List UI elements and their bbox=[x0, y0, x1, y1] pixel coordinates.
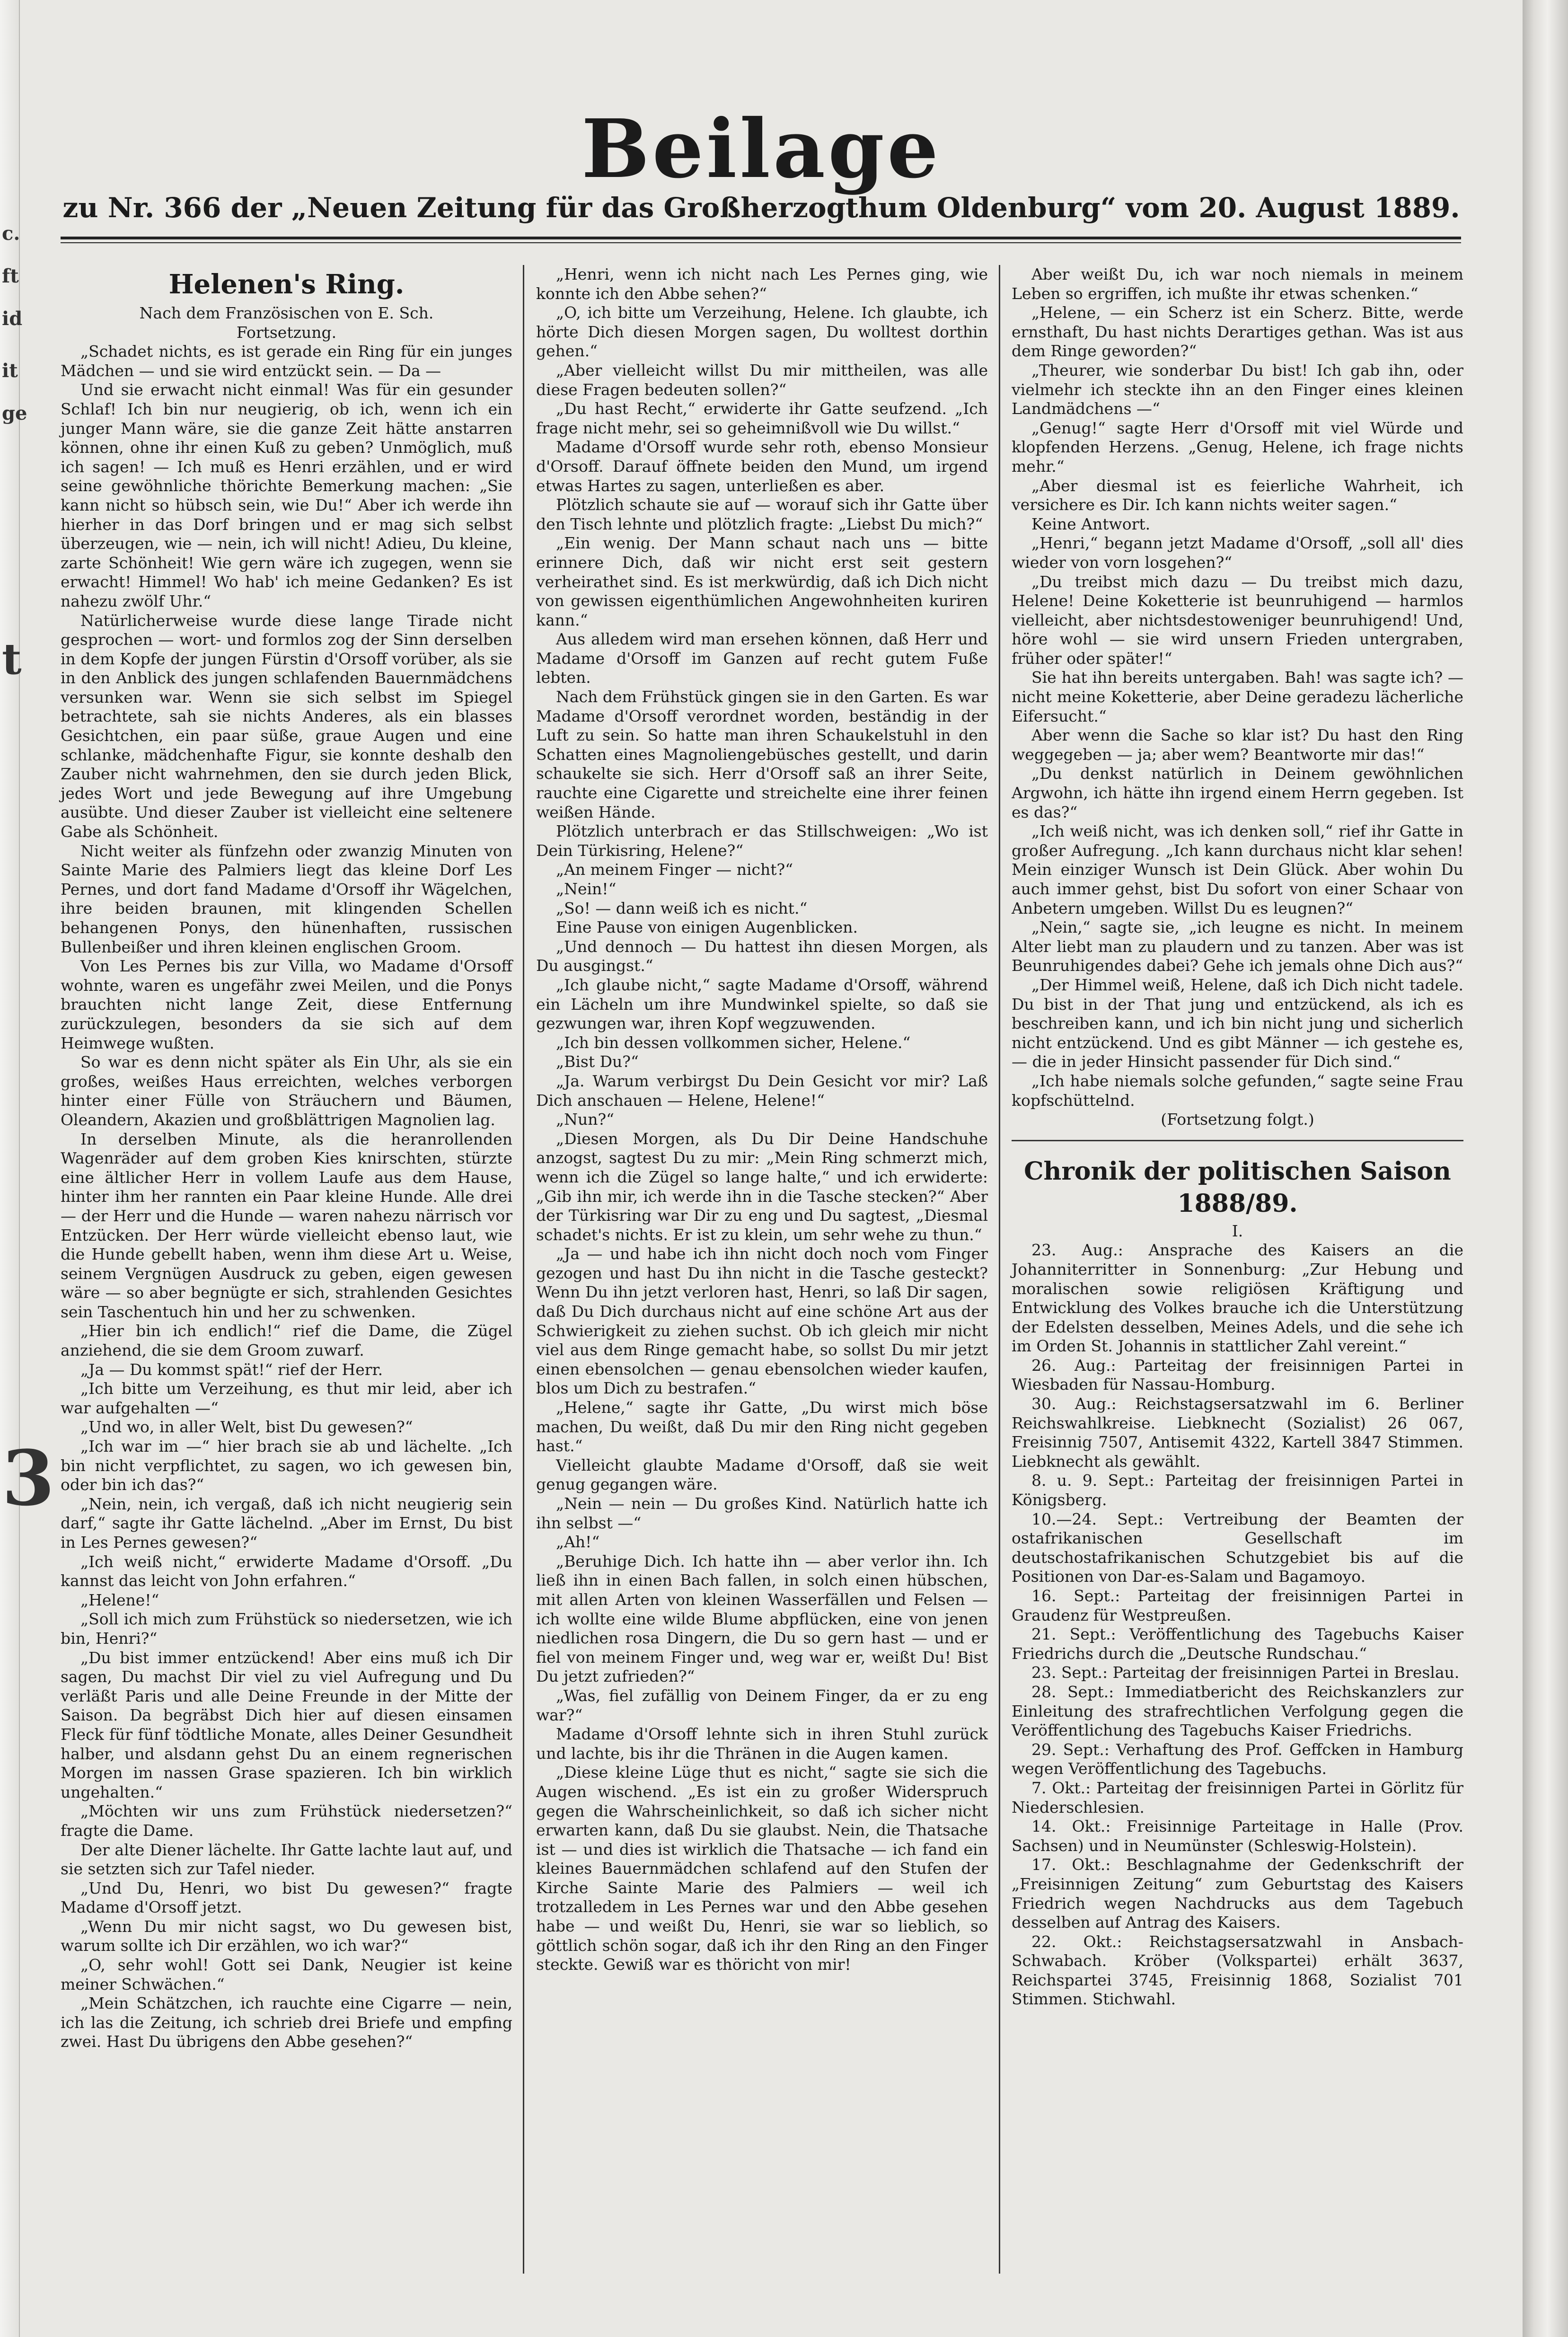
story-paragraph: „Du hast Recht,“ erwiderte ihr Gatte seufzend. „Ich frage nicht mehr, sei so geheimnißvoll wie Du willst.“ bbox=[536, 399, 988, 437]
chronicle-entry: 17. Okt.: Beschlagnahme der Gedenkschrift der „Freisinnigen Zeitung“ zum Geburtstag des Kaisers Friedrich wegen Nachdrucks aus dem Tagebuch desselben auf Antrag des Kaisers. bbox=[1012, 1855, 1463, 1932]
story-paragraph: „Ein wenig. Der Mann schaut nach uns — bitte erinnere Dich, daß wir nicht erst seit gestern verheirathet sind. Es ist merkwürdig, daß ich Dich nicht von gewissen eigenthümlichen Angewohnheiten kuriren kann.“ bbox=[536, 534, 988, 629]
story-paragraphs-col1 bbox=[61, 342, 512, 2052]
story-paragraph: Plötzlich schaute sie auf — worauf sich ihr Gatte über den Tisch lehnte und plötzlich fragte: „Liebst Du mich?“ bbox=[536, 495, 988, 533]
story-paragraph: „Ja — und habe ich ihn nicht doch noch vom Finger gezogen und hast Du ihn nicht in die Tasche gesteckt? Wenn Du ihn jetzt verloren hast, Henri, so laß Dir sagen, daß Du Dich durchaus nicht auf eine schöne Art aus der Schwierigkeit zu ziehen suchst. Ob ich gleich mir nicht viel aus dem Ringe gemacht habe, so sollst Du mir jetzt einen ebensolchen — genau ebensolchen wieder kaufen, blos um Dich zu bestrafen.“ bbox=[536, 1244, 988, 1398]
story-paragraph: „Henri,“ begann jetzt Madame d'Orsoff, „soll all' dies wieder von vorn losgehen?“ bbox=[1012, 534, 1463, 572]
story-paragraph: Aber weißt Du, ich war noch niemals in meinem Leben so ergriffen, ich mußte ihr etwas schenken.“ bbox=[1012, 265, 1463, 303]
to-be-continued: (Fortsetzung folgt.) bbox=[1161, 1110, 1314, 1129]
story-paragraph: „Und wo, in aller Welt, bist Du gewesen?“ bbox=[80, 1418, 413, 1437]
story-paragraph: „Soll ich mich zum Frühstück so niedersetzen, wie ich bin, Henri?“ bbox=[61, 1610, 512, 1648]
chronicle-entry: 29. Sept.: Verhaftung des Prof. Geffcken in Hamburg wegen Veröffentlichung des Tagebuchs. bbox=[1012, 1740, 1463, 1778]
chronicle-entry: 10.—24. Sept.: Vertreibung der Beamten der ostafrikanischen Gesellschaft im deutschostafrikanischen Schutzgebiet bis auf die Positionen von Dar-es-Salam und Bagamoyo. bbox=[1012, 1509, 1463, 1586]
story-paragraph: „Möchten wir uns zum Frühstück niedersetzen?“ fragte die Dame. bbox=[61, 1802, 512, 1840]
story-paragraph: „Du treibst mich dazu — Du treibst mich dazu, Helene! Deine Koketterie ist beunruhigend — harmlos vielleicht, aber nichtsdestoweniger beunruhigend! Und, höre wohl — sie wird unsern Frieden untergraben, früher oder später!“ bbox=[1012, 572, 1463, 668]
chronicle-part: I. bbox=[1232, 1221, 1243, 1240]
story-paragraph: „Aber vielleicht willst Du mir mittheilen, was alle diese Fragen bedeuten sollen?“ bbox=[536, 361, 988, 399]
story-paragraph: Von Les Pernes bis zur Villa, wo Madame d'Orsoff wohnte, waren es ungefähr zwei Meilen, und die Ponys brauchten nicht lange Zeit, diese Entfernung zurückzulegen, besonders da sie sich auf dem Heimwege wußten. bbox=[61, 957, 512, 1052]
story-paragraph: Eine Pause von einigen Augenblicken. bbox=[556, 918, 858, 937]
story-paragraph: „Nun?“ bbox=[556, 1110, 615, 1129]
chronicle-entry: 21. Sept.: Veröffentlichung des Tagebuchs Kaiser Friedrichs durch die „Deutsche Rundschau.“ bbox=[1012, 1625, 1463, 1663]
story-paragraph: „Nein, nein, ich vergaß, daß ich nicht neugierig sein darf,“ sagte ihr Gatte lächelnd. „Aber im Ernst, Du bist in Les Pernes gewesen?“ bbox=[61, 1494, 512, 1552]
header-rule bbox=[61, 237, 1461, 239]
story-paragraph: „Ich habe niemals solche gefunden,“ sagte seine Frau kopfschüttelnd. bbox=[1012, 1071, 1463, 1110]
story-paragraph: „So! — dann weiß ich es nicht.“ bbox=[556, 899, 808, 917]
story-paragraph: „Ich glaube nicht,“ sagte Madame d'Orsoff, während ein Lächeln um ihre Mundwinkel spielte, so daß sie gezwungen war, ihren Kopf wegzuwenden. bbox=[536, 975, 988, 1033]
story-paragraph: „Wenn Du mir nicht sagst, wo Du gewesen bist, warum sollte ich Dir erzählen, wo ich war?“ bbox=[61, 1917, 512, 1955]
edge-fragment: ge bbox=[2, 402, 27, 424]
story-paragraph: „Und dennoch — Du hattest ihn diesen Morgen, als Du ausgingst.“ bbox=[536, 937, 988, 975]
story-paragraph: Nicht weiter als fünfzehn oder zwanzig Minuten von Sainte Marie des Palmiers liegt das kleine Dorf Les Pernes, und dort fand Madame d'Orsoff ihr Wägelchen, ihre beiden braunen, mit klingenden Schellen behangenen Ponys, den hünenhaften, russischen Bullenbeißer und ihren kleinen englischen Groom. bbox=[61, 841, 512, 956]
story-paragraph: „Beruhige Dich. Ich hatte ihn — aber verlor ihn. Ich ließ ihn in einen Bach fallen, in solch einen hübschen, mit allen Arten von kleinen Wasserfällen und Felsen — ich wollte eine wilde Blume abpflücken, eine von jenen niedlichen rosa Dingern, die Du so gern hast — und er fiel von meinem Finger und, weg war er, weißt Du! Bist Du jetzt zufrieden?“ bbox=[536, 1552, 988, 1686]
story-paragraph: Sie hat ihn bereits untergaben. Bah! was sagte ich? — nicht meine Koketterie, aber Deine geradezu lächerliche Eifersucht.“ bbox=[1012, 668, 1463, 725]
column-divider bbox=[999, 265, 1000, 2274]
supplement-subtitle: zu Nr. 366 der „Neuen Zeitung für das Großherzogthum Oldenburg“ vom 20. August 1889. bbox=[62, 192, 1460, 224]
chronicle-entry: 30. Aug.: Reichstagsersatzwahl im 6. Berliner Reichswahlkreise. Liebknecht (Sozialist) 26 067, Freisinnig 7507, Antisemit 4322, Kartell 3847 Stimmen. Liebknecht als gewählt. bbox=[1012, 1394, 1463, 1471]
story-paragraph: „Henri, wenn ich nicht nach Les Pernes ging, wie konnte ich den Abbe sehen?“ bbox=[536, 265, 988, 303]
chronicle-entry: 23. Sept.: Parteitag der freisinnigen Partei in Breslau. bbox=[1031, 1663, 1460, 1682]
edge-fragment: t bbox=[2, 634, 22, 684]
supplement-title: Beilage bbox=[581, 102, 942, 196]
story-paragraph: „An meinem Finger — nicht?“ bbox=[556, 860, 793, 879]
story-paragraph: Natürlicherweise wurde diese lange Tirade nicht gesprochen — wort- und formlos zog der Sinn derselben in dem Kopfe der jungen Fürstin d'Orsoff vorüber, als sie in den Anblick des jungen schlafenden Bauernmädchens versunken war. Wenn sie sich selbst im Spiegel betrachtete, sah sie nichts Anderes, als ein blasses Gesichtchen, ein paar süße, graue Augen und eine schlanke, mädchenhafte Figur, sie konnte deshalb den Zauber nicht wahrnehmen, den sie durch jeden Blick, jedes Wort und jede Bewegung auf ihre Umgebung ausübte. Und dieser Zauber ist vielleicht eine seltenere Gabe als Schönheit. bbox=[61, 611, 512, 841]
story-paragraph: Der alte Diener lächelte. Ihr Gatte lachte laut auf, und sie setzten sich zur Tafel nieder. bbox=[61, 1840, 512, 1878]
story-paragraph: „Ich bitte um Verzeihung, es thut mir leid, aber ich war aufgehalten —“ bbox=[61, 1379, 512, 1417]
story-paragraph: „Ah!“ bbox=[556, 1533, 600, 1552]
page-edge-shadow bbox=[1523, 0, 1568, 2337]
chronicle-entry: 28. Sept.: Immediatbericht des Reichskanzlers zur Einleitung des strafrechtlichen Verfolgung gegen die Veröffentlichung des Tagebuchs Kaiser Friedrichs. bbox=[1012, 1682, 1463, 1740]
chronicle-title: Chronik der politischen Saison 1888/89. bbox=[1024, 1156, 1451, 1218]
story-paragraph: „Genug!“ sagte Herr d'Orsoff mit viel Würde und klopfenden Herzens. „Genug, Helene, ich frage nichts mehr.“ bbox=[1012, 418, 1463, 476]
story-paragraph: „Hier bin ich endlich!“ rief die Dame, die Zügel anziehend, die sie dem Groom zuwarf. bbox=[61, 1322, 512, 1360]
header-rule-thin bbox=[61, 242, 1461, 243]
edge-fragment: it bbox=[2, 360, 18, 382]
chronicle-entry: 8. u. 9. Sept.: Parteitag der freisinnigen Partei in Königsberg. bbox=[1012, 1471, 1463, 1509]
story-paragraph: „O, ich bitte um Verzeihung, Helene. Ich glaubte, ich hörte Dich diesen Morgen sagen, Du wolltest dorthin gehen.“ bbox=[536, 303, 988, 361]
previous-page-edge bbox=[0, 0, 55, 2337]
story-paragraph: Vielleicht glaubte Madame d'Orsoff, daß sie weit genug gegangen wäre. bbox=[536, 1455, 988, 1494]
edge-fragment: ft bbox=[2, 265, 19, 287]
story-paragraph: „Ich weiß nicht, was ich denken soll,“ rief ihr Gatte in großer Aufregung. „Ich kann durchaus nicht klar sehen! Mein einziger Wunsch ist Dein Glück. Aber wohin Du auch immer gehst, bist Du sofort von einer Schaar von Anbetern umgeben. Willst Du es leugnen?“ bbox=[1012, 822, 1463, 917]
edge-fragment: 3 bbox=[2, 1434, 55, 1523]
story-paragraph: Aus alledem wird man ersehen können, daß Herr und Madame d'Orsoff im Ganzen auf recht gutem Fuße lebten. bbox=[536, 630, 988, 687]
chronicle-entry: 14. Okt.: Freisinnige Parteitage in Halle (Prov. Sachsen) und in Neumünster (Schleswig-Holstein). bbox=[1012, 1817, 1463, 1855]
chronicle-entry: 16. Sept.: Parteitag der freisinnigen Partei in Graudenz für Westpreußen. bbox=[1012, 1587, 1463, 1624]
story-paragraph: „Schadet nichts, es ist gerade ein Ring für ein junges Mädchen — und sie wird entzückt sein. — Da — bbox=[61, 342, 512, 380]
column-2 bbox=[536, 265, 988, 1975]
story-byline: Nach dem Französischen von E. Sch. bbox=[139, 304, 434, 322]
story-paragraph: „Nein — nein — Du großes Kind. Natürlich hatte ich ihn selbst —“ bbox=[536, 1494, 988, 1532]
story-paragraph: „Du denkst natürlich in Deinem gewöhnlichen Argwohn, ich hätte ihn irgend einem Herrn gegeben. Ist es das?“ bbox=[1012, 764, 1463, 821]
column-1 bbox=[61, 265, 512, 2052]
story-paragraph: „Helene!“ bbox=[80, 1590, 159, 1609]
story-paragraph: „Ja. Warum verbirgst Du Dein Gesicht vor mir? Laß Dich anschauen — Helene, Helene!“ bbox=[536, 1071, 988, 1110]
chronicle-entry: 23. Aug.: Ansprache des Kaisers an die Johanniterritter in Sonnenburg: „Zur Hebung und moralischen sowie religiösen Kräftigung und Entwicklung des Volkes brauche ich die Unterstützung der Edelsten desselben, Meines Adels, und die sehe ich im Orden St. Johannis in stattlicher Zahl vereint.“ bbox=[1012, 1241, 1463, 1356]
story-paragraph: „Bist Du?“ bbox=[556, 1052, 639, 1071]
story-paragraph: „Ich war im —“ hier brach sie ab und lächelte. „Ich bin nicht verpflichtet, zu sagen, wo ich gewesen bin, oder bin ich das?“ bbox=[61, 1437, 512, 1494]
story-paragraph: Aber wenn die Sache so klar ist? Du hast den Ring weggegeben — ja; aber wem? Beantworte mir das!“ bbox=[1012, 726, 1463, 764]
story-paragraph: Madame d'Orsoff lehnte sich in ihren Stuhl zurück und lachte, bis ihr die Thränen in die Augen kamen. bbox=[536, 1725, 988, 1763]
story-paragraph: „Nein,“ sagte sie, „ich leugne es nicht. In meinem Alter liebt man zu plaudern und zu tanzen. Aber was ist Beunruhigendes dabei? Gehe ich jemals ohne Dich aus?“ bbox=[1012, 918, 1463, 975]
story-paragraph: „Nein!“ bbox=[556, 880, 617, 898]
story-paragraph: „Mein Schätzchen, ich rauchte eine Cigarre — nein, ich las die Zeitung, ich schrieb drei Briefe und empfing zwei. Hast Du übrigens den Abbe gesehen?“ bbox=[61, 1994, 512, 2051]
chronicle-entry: 7. Okt.: Parteitag der freisinnigen Partei in Görlitz für Niederschlesien. bbox=[1012, 1778, 1463, 1817]
story-paragraph: Plötzlich unterbrach er das Stillschweigen: „Wo ist Dein Türkisring, Helene?“ bbox=[536, 822, 988, 860]
edge-fragment: c. bbox=[2, 222, 20, 245]
story-paragraphs-col2 bbox=[536, 265, 988, 1975]
story-paragraph: „O, sehr wohl! Gott sei Dank, Neugier ist keine meiner Schwächen.“ bbox=[61, 1956, 512, 1993]
story-paragraph: „Ja — Du kommst spät!“ rief der Herr. bbox=[80, 1360, 383, 1379]
story-paragraph: „Helene,“ sagte ihr Gatte, „Du wirst mich böse machen, Du weißt, daß Du mir den Ring nicht gegeben hast.“ bbox=[536, 1398, 988, 1455]
story-paragraph: „Diese kleine Lüge thut es nicht,“ sagte sie sich die Augen wischend. „Es ist ein zu großer Widerspruch gegen die Wahrscheinlichkeit, so daß ich sicher nicht erwarten kann, daß Du sie glaubst. Nein, die Thatsache ist — und dies ist wirklich die Thatsache — ich fand ein kleines Bauernmädchen schlafend auf den Stufen der Kirche Sainte Marie des Palmiers — weil ich trotzalledem in Les Pernes war und den Abbe gesehen habe — und weißt Du, Henri, sie war so lieblich, so göttlich schön sogar, daß ich ihr den Ring an den Finger steckte. Gewiß war es thöricht von mir! bbox=[536, 1763, 988, 1974]
section-rule bbox=[1012, 1140, 1463, 1141]
story-paragraph: „Diesen Morgen, als Du Dir Deine Handschuhe anzogst, sagtest Du zu mir: „Mein Ring schmerzt mich, wenn ich die Zügel so lange halte,“ und ich erwiderte: „Gib ihn mir, ich werde ihn in die Tasche stecken?“ Aber der Türkisring war Dir zu eng und Du sagtest, „Diesmal schadet's nichts. Er ist zu klein, um sehr wehe zu thun.“ bbox=[536, 1129, 988, 1244]
column-divider bbox=[523, 265, 524, 2274]
story-paragraph: So war es denn nicht später als Ein Uhr, als sie ein großes, weißes Haus erreichten, welches verborgen hinter einer Fülle von Sträuchern und Bäumen, Oleandern, Akazien und großblättrigen Magnolien lag. bbox=[61, 1053, 512, 1129]
story-paragraph: „Ich weiß nicht,“ erwiderte Madame d'Orsoff. „Du kannst das leicht von John erfahren.“ bbox=[61, 1552, 512, 1590]
edge-fragment: id bbox=[2, 308, 23, 330]
story-paragraph: „Aber diesmal ist es feierliche Wahrheit, ich versichere es Dir. Ich kann nichts weiter sagen.“ bbox=[1012, 476, 1463, 514]
column-3 bbox=[1012, 265, 1463, 2009]
story-paragraph: In derselben Minute, als die heranrollenden Wagenräder auf dem groben Kies knirschten, stürzte eine ältlicher Herr in vollem Laufe aus dem Hause, hinter ihm her rannten ein Paar kleine Hunde. Alle drei — der Herr und die Hunde — waren nahezu närrisch vor Entzücken. Der Herr würde vielleicht ebenso laut, wie die Hunde gebellt haben, wenn ihm diese Art u. Weise, seinem Vergnügen Ausdruck zu geben, eigen gewesen wäre — so aber begnügte er sich, strahlenden Gesichtes sein Taschentuch hin und her zu schwenken. bbox=[61, 1129, 512, 1321]
chronicle-entries bbox=[1012, 1241, 1463, 2009]
story-paragraph: Und sie erwacht nicht einmal! Was für ein gesunder Schlaf! Ich bin nur neugierig, ob ich, wenn ich ein junger Mann wäre, sie die ganze Zeit hätte anstarren können, ohne ihr einen Kuß zu geben? Unmöglich, muß ich sagen! — Ich muß es Henri erzählen, und er wird seine gewöhnliche thörichte Bemerkung machen: „Sie kann nicht so hübsch sein, wie Du!“ Aber ich werde ihn hierher in das Dorf bringen und er mag sich selbst überzeugen, wie — nein, ich will nicht! Adieu, Du kleine, zarte Schönheit! Wie gern wäre ich zugegen, wenn sie erwacht! Himmel! Wo hab' ich meine Gedanken? Es ist nahezu zwölf Uhr.“ bbox=[61, 380, 512, 610]
story-paragraph: „Theurer, wie sonderbar Du bist! Ich gab ihn, oder vielmehr ich steckte ihn an den Finger eines kleinen Landmädchens —“ bbox=[1012, 361, 1463, 418]
chronicle-entry: 22. Okt.: Reichstagsersatzwahl in Ansbach-Schwabach. Kröber (Volkspartei) erhält 3637, Reichspartei 3745, Freisinnig 1868, Sozialist 701 Stimmen. Stichwahl. bbox=[1012, 1932, 1463, 2009]
story-title: Helenen's Ring. bbox=[168, 269, 405, 300]
story-paragraph: Madame d'Orsoff wurde sehr roth, ebenso Monsieur d'Orsoff. Darauf öffnete beiden den Mund, um irgend etwas Hartes zu sagen, unterließen es aber. bbox=[536, 438, 988, 495]
story-paragraphs-col3 bbox=[1012, 265, 1463, 1110]
story-paragraph: „Was, fiel zufällig von Deinem Finger, da er zu eng war?“ bbox=[536, 1686, 988, 1724]
story-paragraph: Nach dem Frühstück gingen sie in den Garten. Es war Madame d'Orsoff verordnet worden, beständig in der Luft zu sein. So hatte man ihren Schaukelstuhl in den Schatten eines Magnoliengebüsches gestellt, und darin schaukelte sie sich. Herr d'Orsoff saß an ihrer Seite, rauchte eine Cigarette und streichelte eine ihrer feinen weißen Hände. bbox=[536, 688, 988, 821]
story-paragraph: „Helene, — ein Scherz ist ein Scherz. Bitte, werde ernsthaft, Du hast nichts Derartiges gethan. Was ist aus dem Ringe geworden?“ bbox=[1012, 303, 1463, 361]
story-paragraph: „Der Himmel weiß, Helene, daß ich Dich nicht tadele. Du bist in der That jung und entzückend, als ich es beschreiben kann, und ich bin nicht jung und sicherlich nicht entzückend. Und es gibt Männer — ich gestehe es, — die in jeder Hinsicht passender für Dich sind.“ bbox=[1012, 975, 1463, 1071]
story-continued-note: Fortsetzung. bbox=[236, 323, 337, 342]
story-paragraph: „Ich bin dessen vollkommen sicher, Helene.“ bbox=[556, 1033, 911, 1052]
chronicle-entry: 26. Aug.: Parteitag der freisinnigen Partei in Wiesbaden für Nassau-Homburg. bbox=[1012, 1356, 1463, 1394]
story-paragraph: Keine Antwort. bbox=[1031, 514, 1151, 533]
story-paragraph: „Und Du, Henri, wo bist Du gewesen?“ fragte Madame d'Orsoff jetzt. bbox=[61, 1878, 512, 1917]
story-paragraph: „Du bist immer entzückend! Aber eins muß ich Dir sagen, Du machst Dir viel zu viel Aufregung und Du verläßt Paris und alle Deine Freunde in der Mitte der Saison. Da begräbst Dich hier auf diesen einsamen Fleck für fünf tödtliche Monate, alles Deiner Gesundheit halber, und alsdann gehst Du an einem regnerischen Morgen im nassen Grase spazieren. Ich bin wirklich ungehalten.“ bbox=[61, 1648, 512, 1801]
